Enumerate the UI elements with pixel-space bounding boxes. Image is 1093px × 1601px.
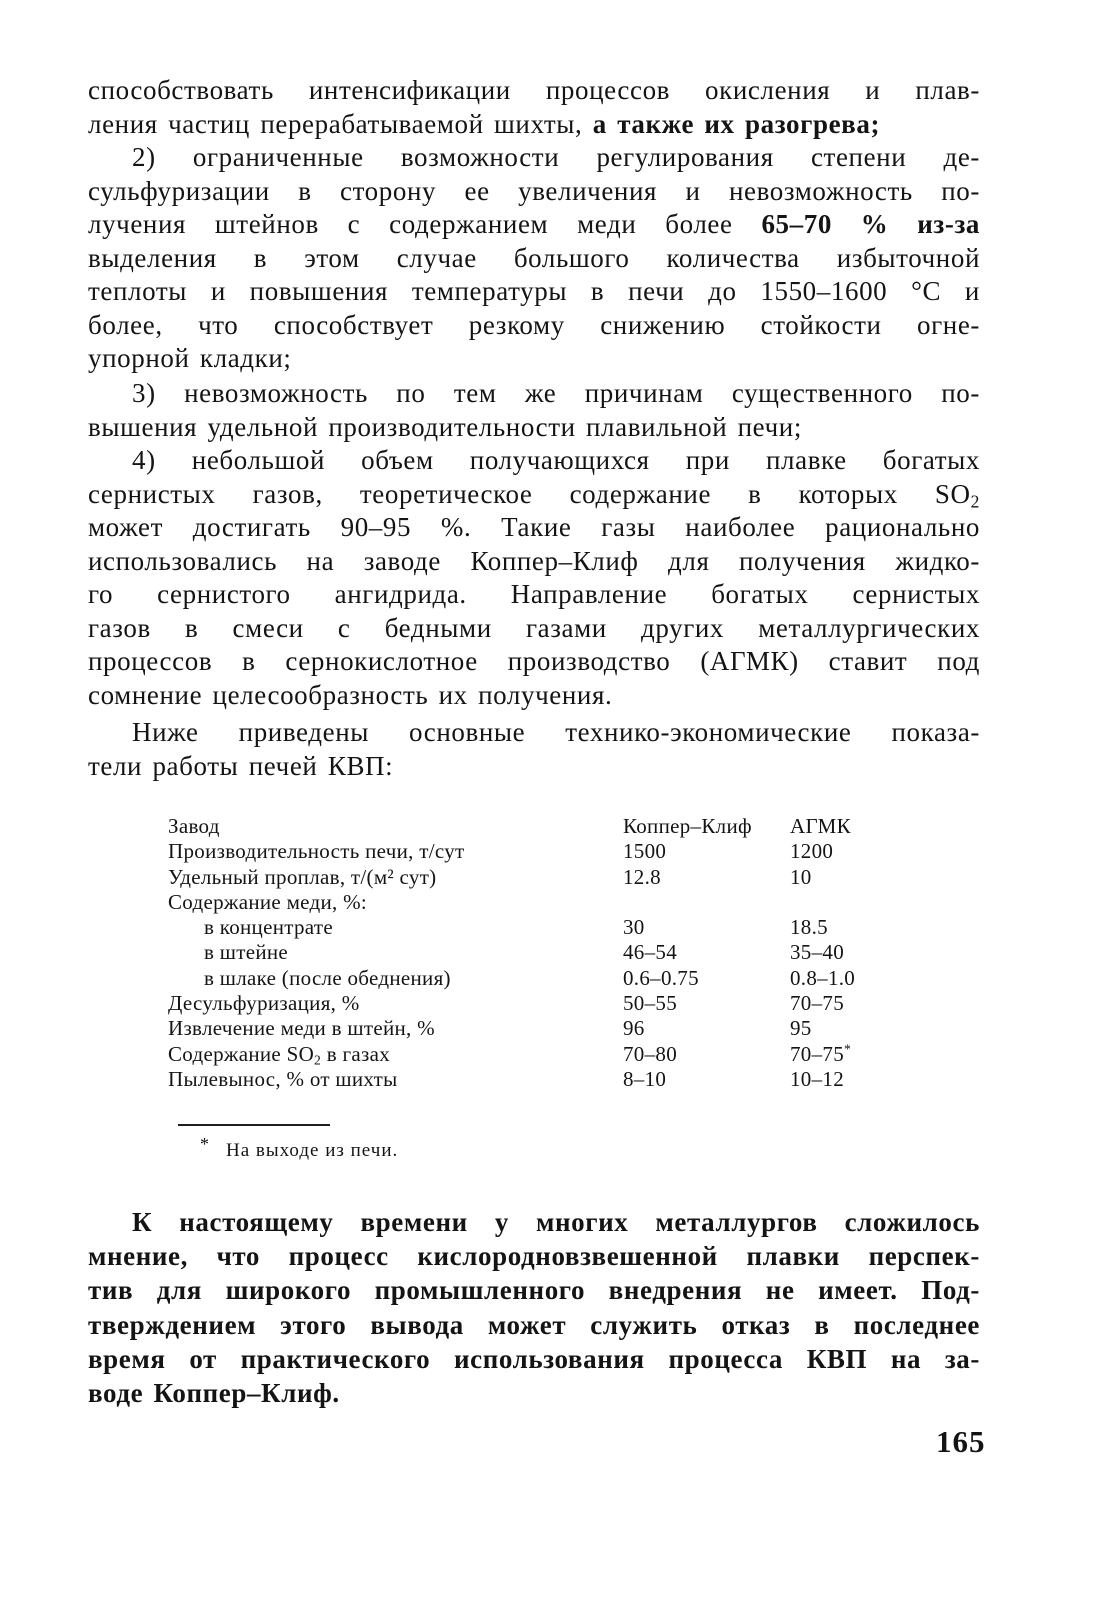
table-cell: 50–55 [623,991,677,1016]
table-row-label: Удельный проплав, т/(м² сут) [168,864,437,889]
table-header-cell: Завод [168,814,220,838]
subscript: 2 [970,490,980,511]
table-row-label: Содержание $SO_2$ в газах [168,1041,391,1068]
table-cell: 10–12 [790,1066,844,1091]
footnote-text: На выходе из печи. [226,1140,399,1161]
table-cell: 0.6–0.75 [623,965,699,990]
list-item-2 [88,141,980,376]
table-cell: 95 [790,1016,812,1041]
text-line: время от практического использования процесса КВП на за- [88,1343,980,1374]
table-cell: 35–40 [790,940,844,965]
table-row-label: Пылевынос, % от шихты [168,1066,398,1091]
text-line: тив для широкого промышленного внедрения не имеет. Под- [88,1275,980,1306]
table-row-label: Десульфуризация, % [168,991,360,1016]
table-cell: 70–80 [623,1041,677,1066]
footnote-divider [178,1124,330,1126]
bold-phrase: 65–70 % из-за [761,209,980,239]
table-cell: 70–75 [790,991,844,1016]
conclusion-paragraph [88,1205,980,1410]
table-cell: 96 [623,1016,645,1041]
table-cell: 0.8–1.0 [790,965,856,990]
table-cell: 1500 [623,839,667,864]
text-line: тели работы печей КВП: [88,750,394,781]
table-row-label: Содержание меди, %: [168,889,368,914]
footnote-mark: * [844,1041,852,1057]
list-item-4 [88,444,980,712]
table-cell: 8–10 [623,1066,667,1091]
text-line: может достигать 90–95 %. Такие газы наиболее рационально [88,512,980,542]
table-intro [88,716,980,783]
text-line: К настоящему времени у многих металлургов сложилось [132,1207,980,1237]
text-line: Ниже приведены основные технико-экономические показа- [132,717,980,747]
table-cell: 12.8 [623,864,661,889]
text-line: более, что способствует резкому снижению стойкости огне- [88,309,980,340]
table-cell: 30 [623,915,645,940]
text-line: теплоты и повышения температуры в печи до 1550–1600 °С и [88,276,980,306]
subscript: 2 [314,1052,322,1068]
table-header-cell: Коппер–Клиф [623,814,752,838]
text-line: выделения в этом случае большого количества избыточной [88,242,980,273]
text-line: процессов в сернокислотное производство (АГМК) ставит под [88,646,980,676]
text-line: 2) ограниченные возможности регулирования степени де- [132,142,980,172]
text-line: сернистых газов, теоретическое содержание в которых $SO_2$ [88,478,980,511]
text-line: сульфуризации в сторону ее увеличения и невозможность по- [88,175,980,206]
table-row-label: в штейне [204,940,289,965]
table-cell: 46–54 [623,940,677,965]
text-line: упорной кладки; [88,343,292,373]
table-row-label: Производительность печи, т/сут [168,839,465,864]
footnote [200,1134,399,1162]
text-line: вышения удельной производительности плавильной печи; [88,411,802,442]
text-line: лучения штейнов с содержанием меди более 65–70 % из-за [88,209,980,239]
table-cell: 70–75* [790,1041,852,1066]
page-number: 165 [936,1424,986,1459]
text-line: тверждением этого вывода может служить отказ в последнее [88,1309,980,1340]
bold-phrase: а также их разогрева; [592,108,881,139]
footnote-mark: * [200,1134,210,1154]
text-line: мнение, что процесс кислородновзвешенной плавки перспек- [88,1241,980,1272]
table-row-label: в концентрате [204,915,333,940]
table-cell: 1200 [790,839,834,864]
text-line: способствовать интенсификации процессов окисления и плав- [88,75,980,105]
text-line: 3) невозможность по тем же причинам существенного по- [132,378,980,408]
text-line: газов в смеси с бедными газами других металлургических [88,612,980,643]
text-line: ления частиц перерабатываемой шихты, а также их разогрева; [88,108,881,139]
table-cell: 10 [790,864,812,889]
table-cell: 18.5 [790,915,828,940]
text-line: сомнение целесообразность их получения. [88,679,613,710]
table-row-label: Извлечение меди в штейн, % [168,1016,435,1041]
text-line: 4) небольшой объем получающихся при плавке богатых [132,445,980,475]
table-row-label: в шлаке (после обеднения) [204,965,451,990]
list-item-3 [88,377,980,444]
text-line: использовались на заводе Коппер–Клиф для получения жидко- [88,545,980,576]
paragraph-continuation [88,74,980,141]
table-header-cell: АГМК [790,814,851,838]
text-line: го сернистого ангидрида. Направление богатых сернистых [88,579,980,609]
text-line: воде Коппер–Клиф. [88,1378,340,1409]
